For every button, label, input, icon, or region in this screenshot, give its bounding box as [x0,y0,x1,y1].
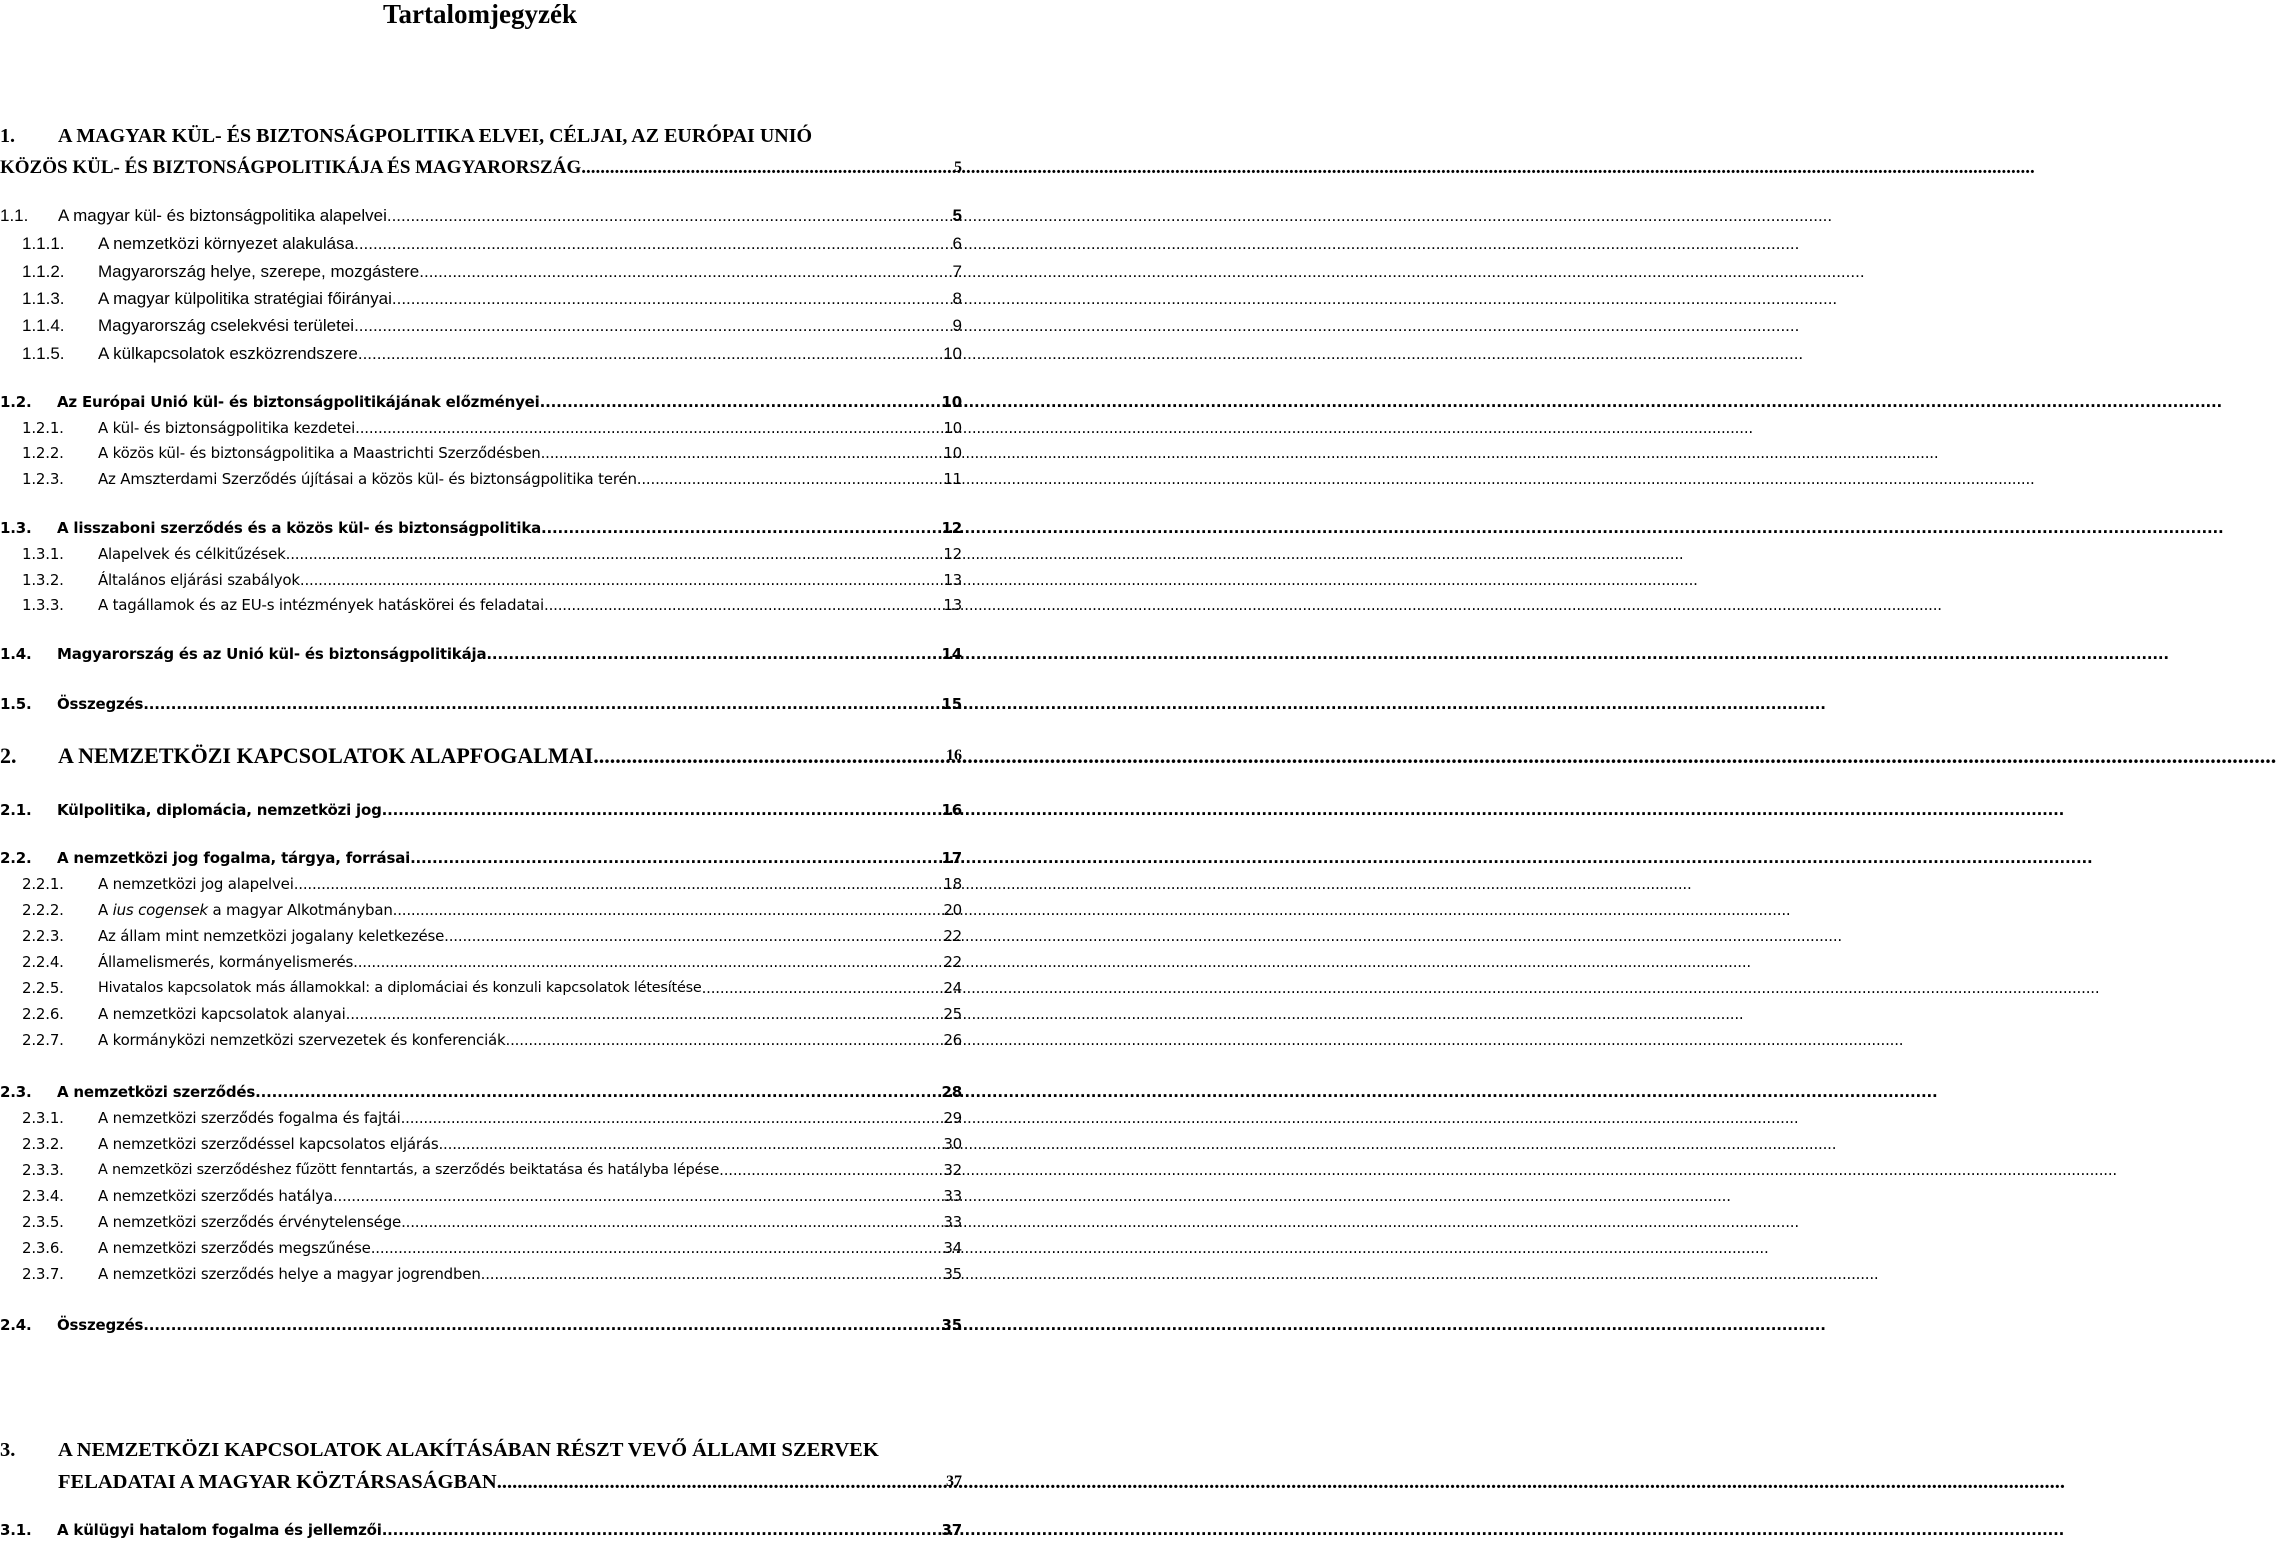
toc-number: 1.1.1. [22,234,65,253]
toc-entry-1-1-4[interactable] [0,314,962,338]
toc-page: 37 [941,1521,962,1539]
toc-title: A nemzetközi jog alapelvei [98,875,294,893]
toc-page: 22 [943,927,962,945]
toc-number: 2. [0,743,17,768]
toc-page: 22 [943,953,962,971]
toc-leader [593,742,944,770]
toc-number: 2.3. [0,1083,32,1101]
toc-leader [401,1210,941,1234]
toc-entry-3-1[interactable] [0,1518,962,1542]
toc-number: 2.2.6. [22,1005,64,1023]
toc-entry-2-2-3[interactable] [0,924,962,948]
toc-entry-2-3[interactable] [0,1080,962,1104]
toc-page: 33 [943,1213,962,1231]
toc-page: 33 [943,1187,962,1205]
toc-leader [444,924,941,948]
toc-number: 2.4. [0,1316,32,1334]
toc-entry-2-4[interactable] [0,1313,962,1337]
toc-title: A kül- és biztonságpolitika kezdetei [98,419,356,437]
toc-leader [371,1236,942,1260]
toc-title: Az Európai Unió kül- és biztonságpolitikájának előzményei [57,393,540,411]
toc-leader [382,1518,940,1542]
toc-leader [300,568,941,592]
toc-leader [355,416,941,440]
toc-entry-2-3-3[interactable] [0,1158,962,1182]
toc-title: Magyarország és az Unió kül- és biztonságpolitikája [57,645,487,663]
toc-page: 17 [941,849,962,867]
toc-entry-2-3-7[interactable] [0,1262,962,1286]
toc-leader [540,390,940,414]
toc-number: 2.2.4. [22,953,64,971]
toc-title: Alapelvek és célkitűzések [98,545,286,563]
toc-title: A nemzetközi jog fogalma, tárgya, forrásai [57,849,411,867]
toc-page: 18 [943,875,962,893]
toc-entry-2-3-6[interactable] [0,1236,962,1260]
toc-entry-1-2-1[interactable] [0,416,962,440]
toc-title: A külkapcsolatok eszközrendszere [98,344,358,363]
toc-page: 16 [941,801,962,819]
toc-page: 32 [943,1161,962,1179]
toc-entry-2-3-4[interactable] [0,1184,962,1208]
toc-number: 1.3. [0,519,32,537]
toc-number: 1.1. [0,206,29,225]
toc-title: A közös kül- és biztonságpolitika a Maastrichti Szerződésben [98,444,541,462]
toc-page: 28 [941,1083,962,1101]
toc-entry-2-3-1[interactable] [0,1106,962,1130]
toc-page: 34 [943,1239,962,1257]
toc-leader [358,342,941,366]
toc-title: A kormányközi nemzetközi szervezetek és konferenciák [98,1031,506,1049]
toc-leader [419,260,950,284]
page-title: Tartalomjegyzék [383,0,577,29]
toc-number: 2.3.6. [22,1239,64,1257]
toc-leader [486,642,939,666]
toc-chapter-3[interactable] [0,1434,962,1498]
toc-leader [393,898,942,922]
toc-chapter-2[interactable] [0,742,962,770]
toc-leader [354,314,950,338]
toc-page: 30 [943,1135,962,1153]
toc-title: A nemzetközi szerződés fogalma és fajtái [98,1109,401,1127]
toc-title: Államelismerés, kormányelismerés [98,953,354,971]
toc-leader [346,1002,942,1026]
toc-page: 15 [941,695,962,713]
toc-entry-2-3-5[interactable] [0,1210,962,1234]
toc-number: 1.3.2. [22,571,64,589]
toc-page: 35 [943,1265,962,1283]
toc-number: 1.2. [0,393,32,411]
toc-page: 10 [943,419,962,437]
toc-title: Külpolitika, diplomácia, nemzetközi jog [57,801,382,819]
toc-leader [410,846,939,870]
toc-leader [286,542,942,566]
toc-title: A nemzetközi szerződés helye a magyar jogrendben [98,1265,481,1283]
toc-title: A nemzetközi szerződés [57,1083,256,1101]
toc-title: Összegzés [57,1316,144,1334]
toc-leader [497,1466,944,1498]
toc-leader [438,1132,941,1156]
toc-title: A lisszaboni szerződés és a közös kül- és biztonságpolitika [57,519,542,537]
toc-entry-2-2-2[interactable] [0,898,962,922]
toc-title: A tagállamok és az EU-s intézmények hatáskörei és feladatai [98,596,545,614]
toc-entry-1-3-2[interactable] [0,568,962,592]
toc-leader [294,872,942,896]
toc-leader [382,798,940,822]
toc-title: Hivatalos kapcsolatok más államokkal: a diplomáciai és konzuli kapcsolatok létesítése [98,980,702,996]
toc-page: 13 [943,571,962,589]
toc-page: 8 [952,289,962,308]
toc-entry-1-5[interactable] [0,692,962,716]
toc-entry-1-1-5[interactable] [0,342,962,366]
toc-title: Magyarország cselekvési területei [98,316,355,335]
toc-entry-2-2-1[interactable] [0,872,962,896]
toc-page: 26 [943,1031,962,1049]
toc-entry-2-2[interactable] [0,846,962,870]
toc-page: 25 [943,1005,962,1023]
toc-entry-1-2-3[interactable] [0,467,962,491]
toc-page: 35 [941,1316,962,1334]
toc-page: 37 [946,1473,962,1490]
toc-number: 1.4. [0,645,32,663]
toc-entry-2-2-5[interactable] [0,976,962,1000]
toc-title: A nemzetközi szerződés érvénytelensége [98,1213,402,1231]
toc-number: 2.3.5. [22,1213,64,1231]
toc-entry-2-1[interactable] [0,798,962,822]
toc-leader [541,516,939,540]
toc-number: 1.1.4. [22,316,65,335]
toc-leader [581,152,952,184]
toc-number: 2.2.1. [22,875,64,893]
toc-title: A NEMZETKÖZI KAPCSOLATOK ALAPFOGALMAI [58,743,594,768]
toc-entry-2-2-6[interactable] [0,1002,962,1026]
toc-page: 11 [943,470,962,488]
toc-leader [354,232,950,256]
toc-page: 6 [952,234,962,253]
toc-leader [481,1262,942,1286]
toc-number: 2.2.3. [22,927,64,945]
toc-number: 2.2.7. [22,1031,64,1049]
toc-page: 13 [943,596,962,614]
toc-entry-1-4[interactable] [0,642,962,666]
toc-number: 1.1.3. [22,289,65,308]
toc-number: 2.2.5. [22,979,64,997]
toc-entry-1-2-2[interactable] [0,441,962,465]
toc-title: Összegzés [57,695,144,713]
toc-page: 10 [943,444,962,462]
toc-entry-2-2-7[interactable] [0,1028,962,1052]
toc-entry-1-1-2[interactable] [0,260,962,284]
toc-page: 7 [952,262,962,281]
toc-entry-2-2-4[interactable] [0,950,962,974]
toc-title: Magyarország helye, szerepe, mozgástere [98,262,420,281]
toc-entry-1-2[interactable] [0,390,962,414]
toc-entry-1-1-3[interactable] [0,287,962,311]
toc-number: 2.1. [0,801,32,819]
toc-page: 12 [943,545,962,563]
toc-number: 2.2. [0,849,32,867]
toc-page: 24 [943,979,962,997]
toc-leader [702,976,942,1000]
toc-leader [506,1028,942,1052]
toc-title: A nemzetközi szerződéshez fűzött fenntartás, a szerződés beiktatása és hatályba lépése [98,1162,720,1178]
toc-page: 10 [941,393,962,411]
toc-entry-1-3[interactable] [0,516,962,540]
toc-leader [637,467,942,491]
toc-number: 2.3.7. [22,1265,64,1283]
toc-entry-1-1-1[interactable] [0,232,962,256]
toc-leader [401,1106,942,1130]
toc-page: 14 [941,645,962,663]
toc-title: A nemzetközi kapcsolatok alanyai [98,1005,346,1023]
toc-number: 3.1. [0,1521,32,1539]
toc-leader [392,287,951,311]
toc-number: 2.2.2. [22,901,64,919]
toc-title: Általános eljárási szabályok [98,571,300,589]
toc-entry-1-1[interactable] [0,204,962,228]
toc-entry-1-3-3[interactable] [0,593,962,617]
toc-title: Az állam mint nemzetközi jogalany keletkezése [98,927,445,945]
toc-leader [541,441,942,465]
toc-number: 1.2.3. [22,470,64,488]
toc-leader [353,950,941,974]
toc-page: 29 [943,1109,962,1127]
toc-leader [143,692,939,716]
toc-number: 1.3.3. [22,596,64,614]
toc-leader [255,1080,939,1104]
toc-page: 10 [943,344,962,363]
toc-chapter-1[interactable] [0,120,962,184]
toc-title: A nemzetközi szerződéssel kapcsolatos eljárás [98,1135,439,1153]
toc-number: 1.2.2. [22,444,64,462]
toc-page: 5 [954,159,962,176]
toc-title: A külügyi hatalom fogalma és jellemzői [57,1521,382,1539]
toc-page: 5 [952,206,962,225]
toc-title: Az Amszterdami Szerződés újításai a közös kül- és biztonságpolitika terén [98,470,637,488]
toc-leader [387,204,951,228]
toc-number: 1.2.1. [22,419,64,437]
toc-page: 12 [941,519,962,537]
toc-title-line2: FELADATAI A MAGYAR KÖZTÁRSASÁGBAN [58,1471,497,1493]
toc-leader [719,1158,941,1182]
toc-page: 9 [952,316,962,335]
toc-title: A ius cogensek a magyar Alkotmányban [98,901,393,919]
toc-page: 16 [946,747,962,764]
toc-title-line2: KÖZÖS KÜL- ÉS BIZTONSÁGPOLITIKÁJA ÉS MAGYARORSZÁG [0,157,582,178]
toc-title-line1: A NEMZETKÖZI KAPCSOLATOK ALAKÍTÁSÁBAN RÉSZT VEVŐ ÁLLAMI SZERVEK [58,1439,879,1461]
toc-number: 2.3.2. [22,1135,64,1153]
toc-number: 1.1.2. [22,262,65,281]
toc-entry-1-3-1[interactable] [0,542,962,566]
toc-title-line1: A MAGYAR KÜL- ÉS BIZTONSÁGPOLITIKA ELVEI, CÉLJAI, AZ EURÓPAI UNIÓ [58,125,813,147]
toc-page: 20 [943,901,962,919]
toc-title: A nemzetközi szerződés hatálya [98,1187,333,1205]
toc-leader [544,593,941,617]
toc-number: 2.3.1. [22,1109,64,1127]
toc-number: 3. [0,1439,16,1461]
toc-number: 1.1.5. [22,344,65,363]
toc-title: A magyar külpolitika stratégiai főirányai [98,289,392,308]
toc-number: 2.3.3. [22,1161,64,1179]
toc-entry-2-3-2[interactable] [0,1132,962,1156]
toc-number: 1. [0,125,15,147]
toc-number: 1.3.1. [22,545,64,563]
toc-leader [333,1184,941,1208]
toc-leader [143,1313,939,1337]
toc-title: A nemzetközi szerződés megszűnése [98,1239,371,1257]
toc-number: 2.3.4. [22,1187,64,1205]
toc-title: A magyar kül- és biztonságpolitika alapelvei [58,206,387,225]
toc-number: 1.5. [0,695,32,713]
toc-title: A nemzetközi környezet alakulása [98,234,355,253]
